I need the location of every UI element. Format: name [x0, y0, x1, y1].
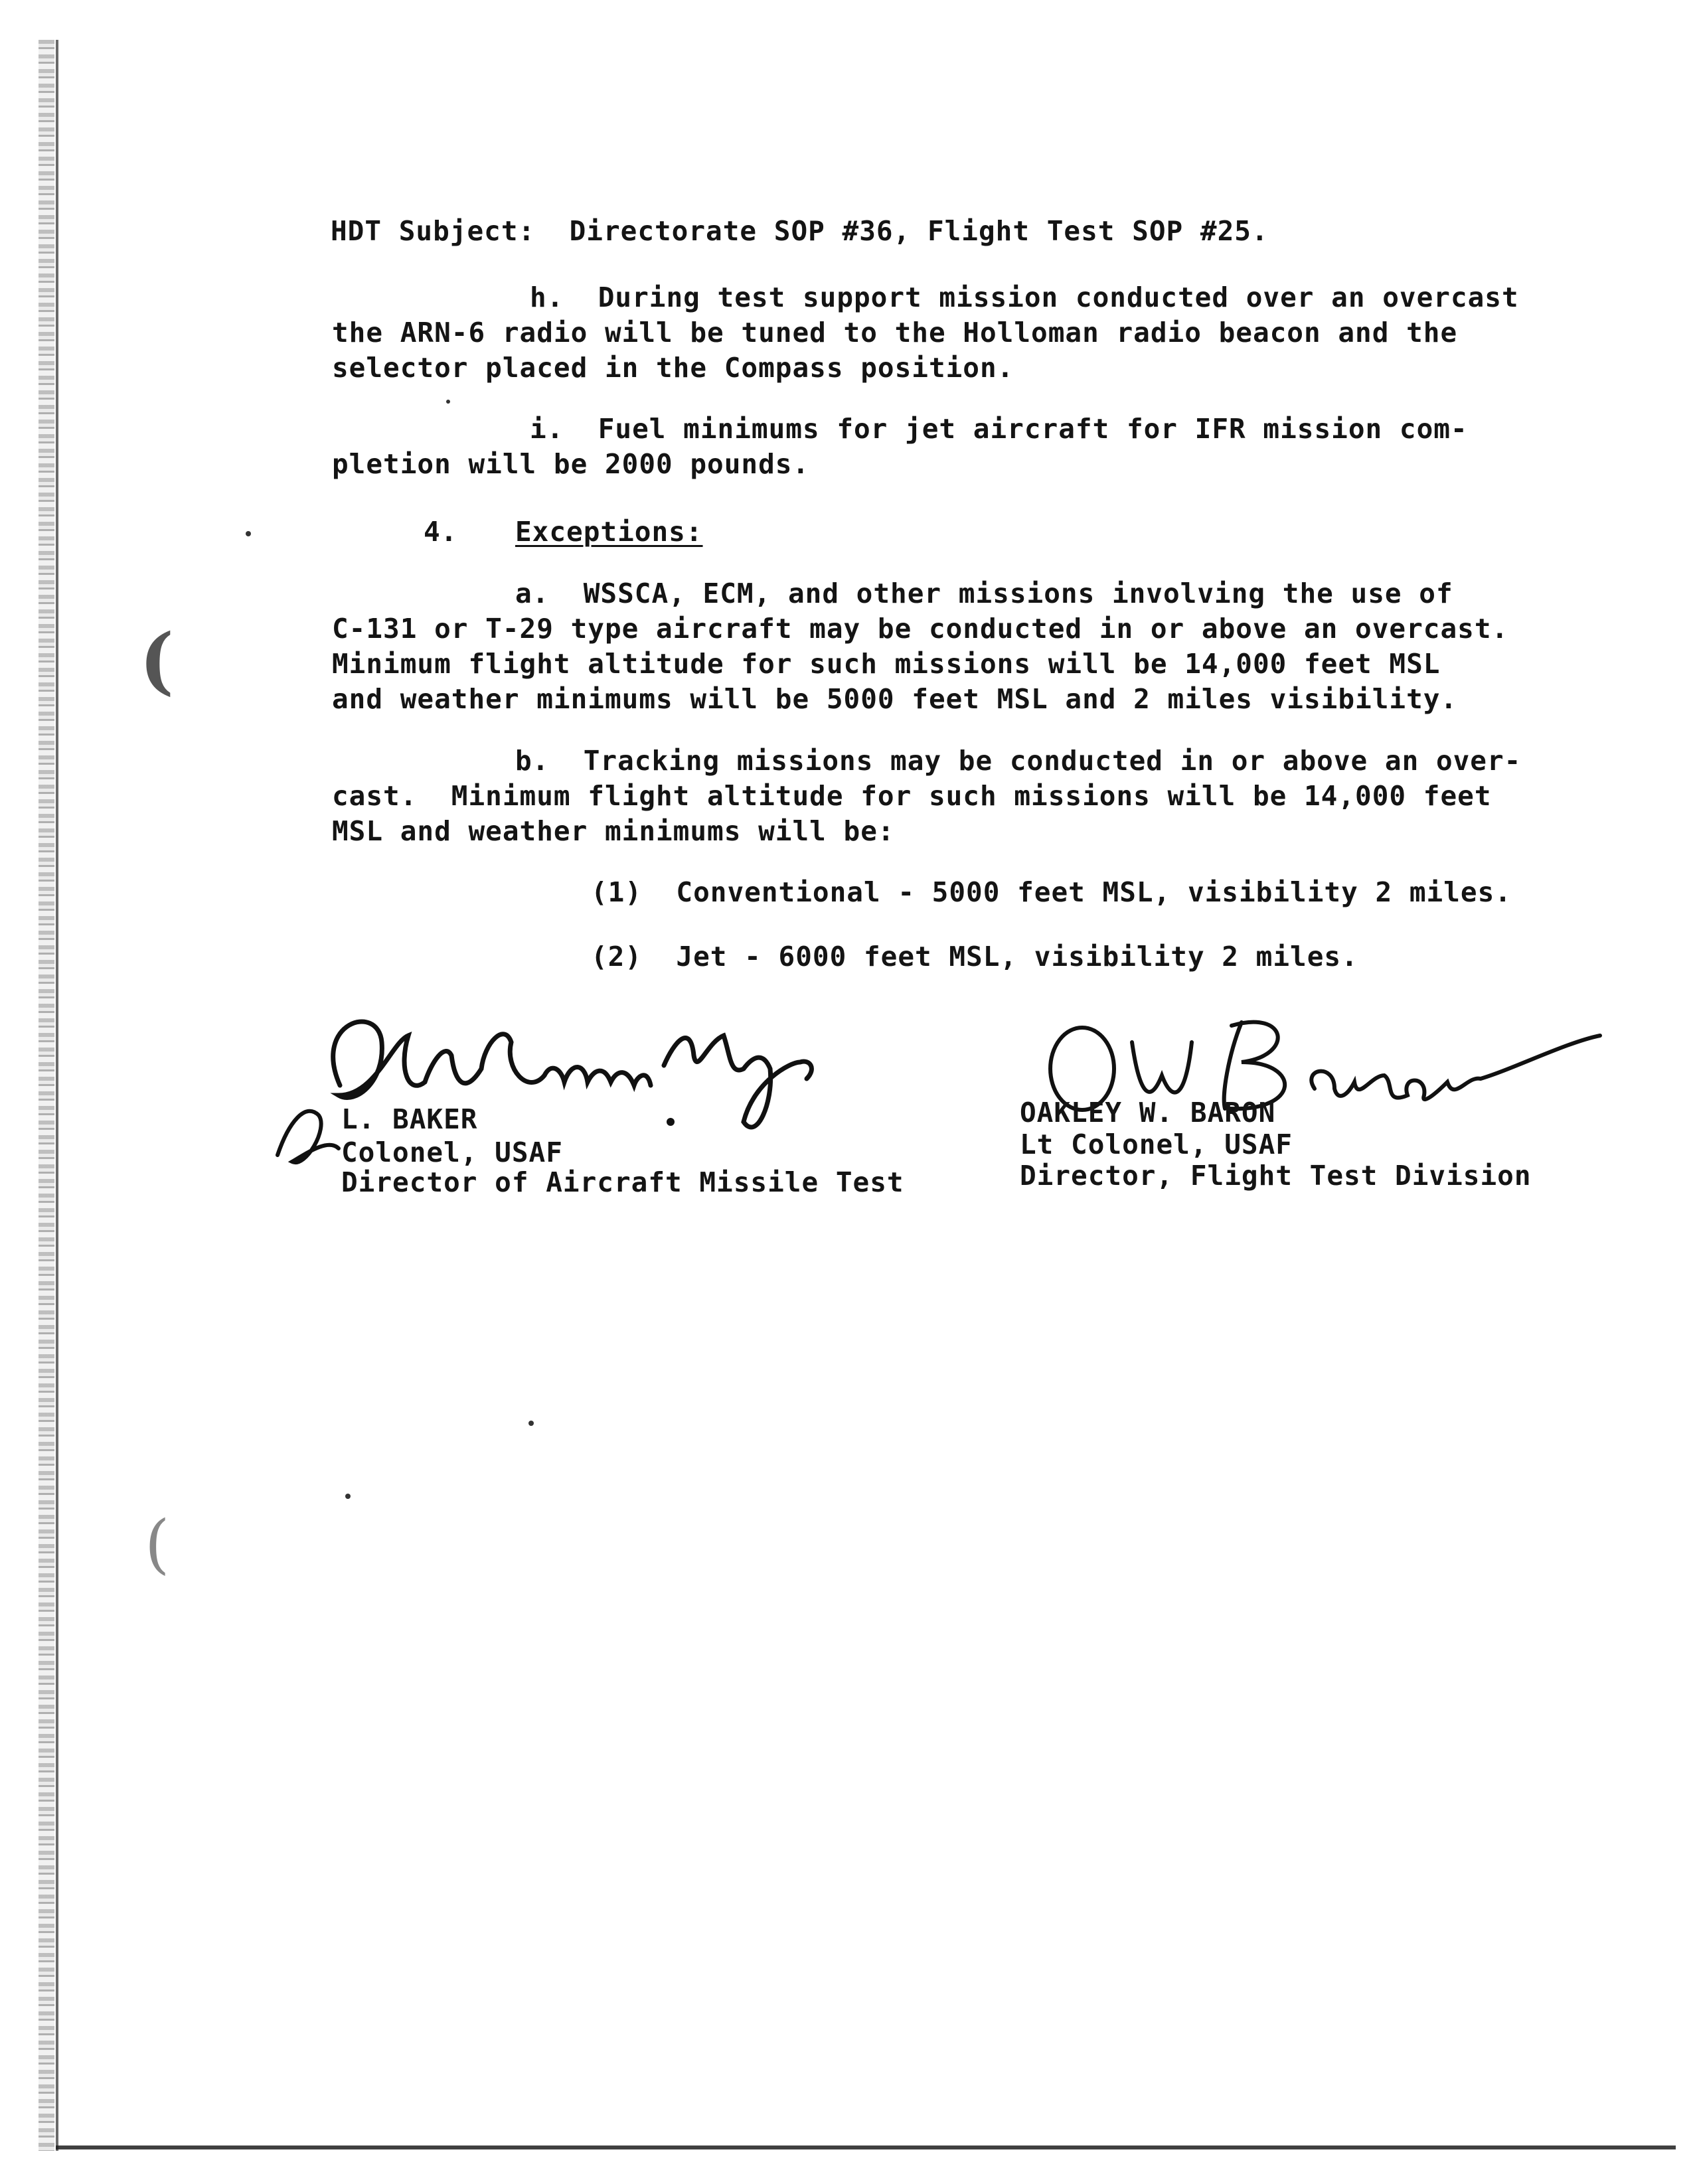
exception-b-item-2: (2) Jet - 6000 feet MSL, visibility 2 miles.: [591, 941, 1358, 973]
subject-line: HDT Subject: Directorate SOP #36, Flight Test SOP #25.: [331, 215, 1269, 247]
signatory-left-title: Director of Aircraft Missile Test: [341, 1166, 904, 1198]
exception-a-line-2: C-131 or T-29 type aircraft may be conducted in or above an overcast.: [332, 613, 1509, 645]
scan-speck: [345, 1494, 351, 1499]
scan-speck: [446, 400, 450, 404]
exception-b-line-1: b. Tracking missions may be conducted in or above an over-: [515, 745, 1522, 777]
section-number: 4.: [424, 516, 458, 548]
signatory-right-name: OAKLEY W. BARON: [1020, 1097, 1276, 1129]
scan-speck: [528, 1421, 534, 1426]
signatory-right-title: Director, Flight Test Division: [1020, 1160, 1532, 1192]
paragraph-h-line-2: the ARN-6 radio will be tuned to the Holloman radio beacon and the: [332, 317, 1458, 349]
exception-b-line-3: MSL and weather minimums will be:: [332, 815, 895, 847]
paragraph-h-line-1: h. During test support mission conducted over an overcast: [530, 281, 1519, 313]
exception-b-item-1: (1) Conventional - 5000 feet MSL, visibility 2 miles.: [591, 876, 1512, 908]
exception-a-line-3: Minimum flight altitude for such missions will be 14,000 feet MSL: [332, 648, 1441, 680]
signatory-left-rank: Colonel, USAF: [341, 1136, 563, 1168]
scan-edge-line: [56, 40, 58, 2151]
paragraph-i-line-1: i. Fuel minimums for jet aircraft for IFR mission com-: [530, 413, 1468, 445]
paragraph-h-line-3: selector placed in the Compass position.: [332, 352, 1014, 384]
scan-bottom-edge: [56, 2145, 1676, 2149]
punch-hole-icon: (: [145, 1507, 170, 1581]
exception-a-line-1: a. WSSCA, ECM, and other missions involving the use of: [515, 578, 1453, 609]
scan-speck: [246, 531, 251, 536]
paragraph-i-line-2: pletion will be 2000 pounds.: [332, 448, 810, 480]
signatory-right-rank: Lt Colonel, USAF: [1020, 1129, 1293, 1160]
exception-a-line-4: and weather minimums will be 5000 feet MSL and 2 miles visibility.: [332, 683, 1458, 715]
signatory-left-name: L. BAKER: [341, 1103, 478, 1135]
punch-hole-icon: (: [139, 617, 175, 703]
exception-b-line-2: cast. Minimum flight altitude for such missions will be 14,000 feet: [332, 780, 1492, 812]
scan-edge-shadow: [39, 40, 54, 2151]
section-heading: Exceptions:: [515, 516, 703, 548]
